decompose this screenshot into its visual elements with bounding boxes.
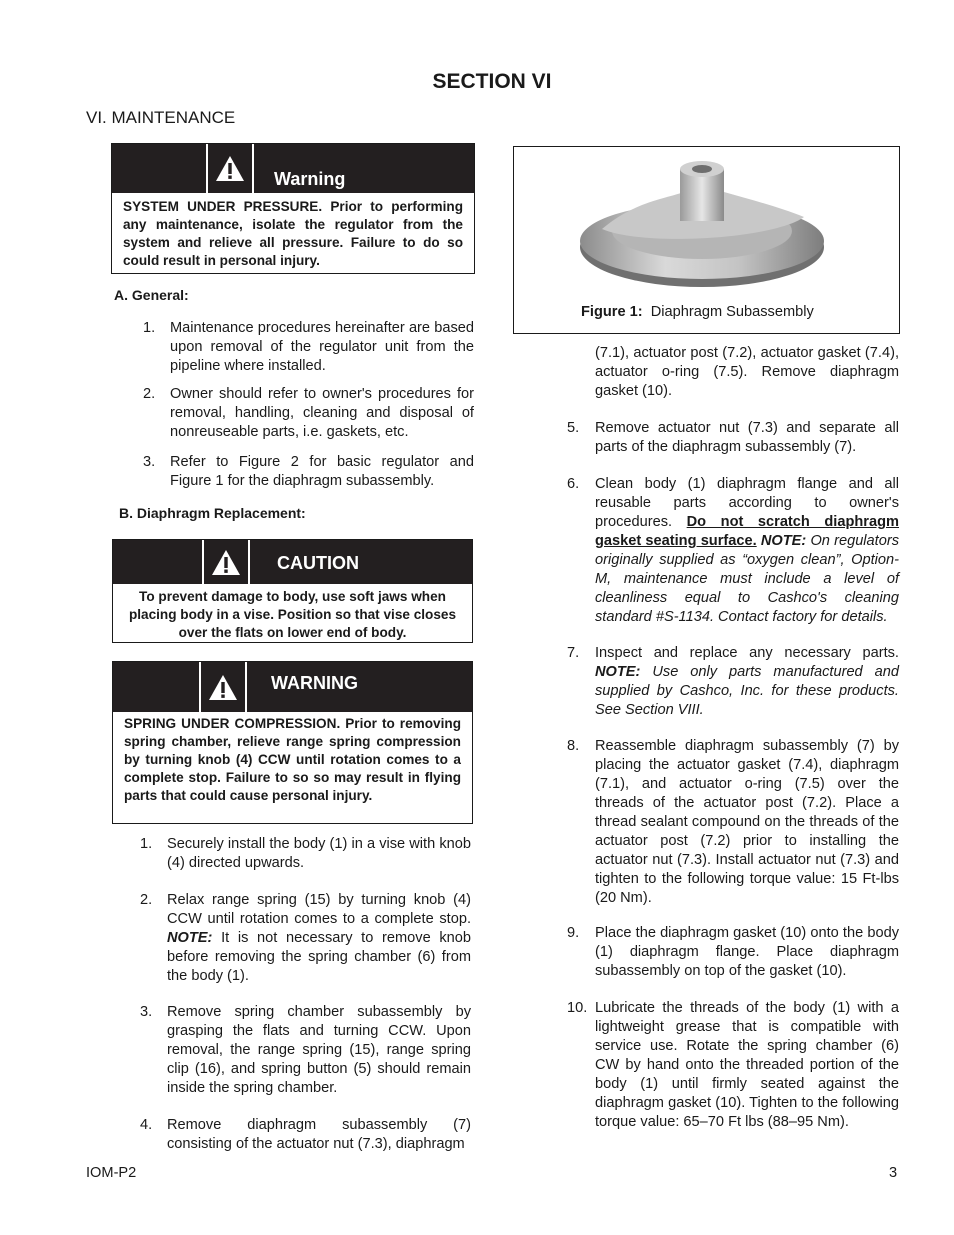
note-label: NOTE: [760, 533, 807, 549]
general-heading: A. General: [114, 287, 189, 303]
document-id: IOM-P2 [86, 1165, 137, 1181]
maintenance-heading: VI. MAINTENANCE [86, 108, 236, 127]
figure-caption-text: Diaphragm Subassembly [650, 304, 814, 320]
caution-text: To prevent damage to body, use soft jaws when placing body in a vise. Position so that vise closes over the flats on lower end of body. [128, 589, 457, 640]
figure-label: Figure 1: [581, 304, 643, 320]
caution-label: CAUTION [277, 553, 359, 573]
warning-label: WARNING [271, 673, 358, 693]
warning-triangle-icon [206, 144, 254, 193]
warning-text: SYSTEM UNDER PRESSURE. Prior to performing any maintenance, isolate the regulator from the system and relieve all pressure. Failure to do so could result in personal injury. [123, 199, 463, 268]
warning-triangle-icon [199, 662, 247, 712]
note-label: NOTE: [167, 930, 213, 946]
note-label: NOTE: [595, 664, 641, 680]
page-number: 3 [889, 1165, 898, 1181]
warning-text: SPRING UNDER COMPRESSION. Prior to removing spring chamber, relieve range spring compression by turning knob (4) CCW until rotation comes to a complete stop. Failure to so so may result in flying parts that could cause personal injury. [124, 716, 461, 803]
warning-box-spring [112, 661, 473, 824]
diaphragm-subassembly-image [514, 147, 899, 297]
warning-box-pressure [111, 143, 475, 274]
figure-caption [581, 304, 814, 320]
caution-box [112, 539, 473, 643]
caution-triangle-icon [202, 540, 250, 584]
emphasis-text: Do not scratch diaphragm gasket seating surface. [595, 514, 899, 549]
diaphragm-heading: B. Diaphragm Replacement: [119, 505, 306, 521]
section-title: SECTION VI [432, 70, 552, 93]
warning-label: Warning [274, 169, 346, 189]
